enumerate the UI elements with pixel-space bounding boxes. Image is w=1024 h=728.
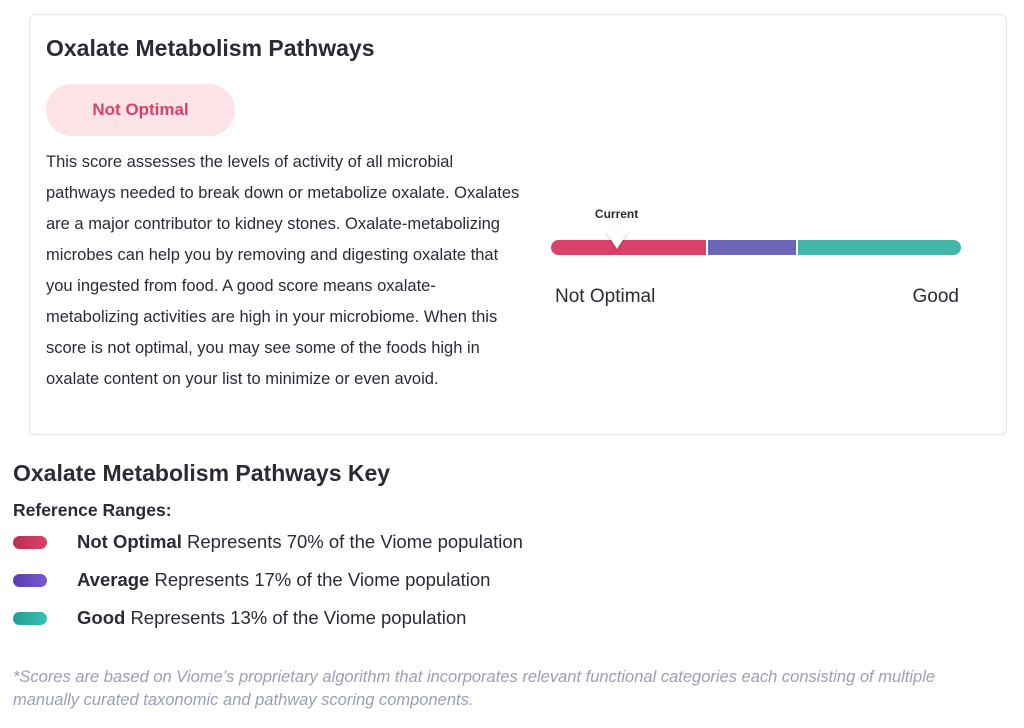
- key-title: Oxalate Metabolism Pathways Key: [13, 460, 391, 486]
- current-pointer-icon: [606, 232, 628, 249]
- gauge-segment-not-optimal: [551, 240, 706, 255]
- gauge-segment-average: [708, 240, 796, 255]
- score-description: This score assesses the levels of activity of all microbial pathways needed to break down or metabolize oxalate. Oxalates are a major contributor to kidney stones. Oxalate-metabolizing microbes can help you by removing and digesting oxalate that you ingested from food. A good score means oxalate-metabolizing activities are high in your microbiome. When this score is not optimal, you may see some of the foods high in oxalate content on your list to minimize or even avoid.: [46, 153, 520, 388]
- current-label: Current: [594, 207, 639, 221]
- score-gauge: [551, 205, 963, 315]
- gauge-segment-good: [798, 240, 961, 255]
- reference-ranges-label: Reference Ranges:: [13, 500, 172, 520]
- legend-description: Represents 13% of the Viome population: [130, 607, 467, 628]
- legend-name: Good: [77, 607, 126, 628]
- status-badge: Not Optimal: [46, 84, 235, 136]
- score-card: [29, 14, 1007, 435]
- gauge-max-label: Good: [912, 286, 959, 307]
- legend-item-not-optimal: [13, 529, 523, 555]
- good-swatch-icon: [13, 612, 47, 625]
- footnote: *Scores are based on Viome’s proprietary algorithm that incorporates relevant functional categories each consisting of multiple manually curated taxonomic and pathway scoring components.: [13, 668, 936, 709]
- legend-description: Represents 17% of the Viome population: [154, 569, 491, 590]
- legend-item-good: [13, 605, 466, 631]
- legend-description: Represents 70% of the Viome population: [186, 531, 523, 552]
- average-swatch-icon: [13, 574, 47, 587]
- card-title: Oxalate Metabolism Pathways: [46, 35, 375, 61]
- legend-name: Not Optimal: [77, 531, 182, 552]
- gauge-min-label: Not Optimal: [555, 286, 656, 307]
- legend-item-average: [13, 567, 490, 593]
- legend-name: Average: [77, 569, 150, 590]
- not-optimal-swatch-icon: [13, 536, 47, 549]
